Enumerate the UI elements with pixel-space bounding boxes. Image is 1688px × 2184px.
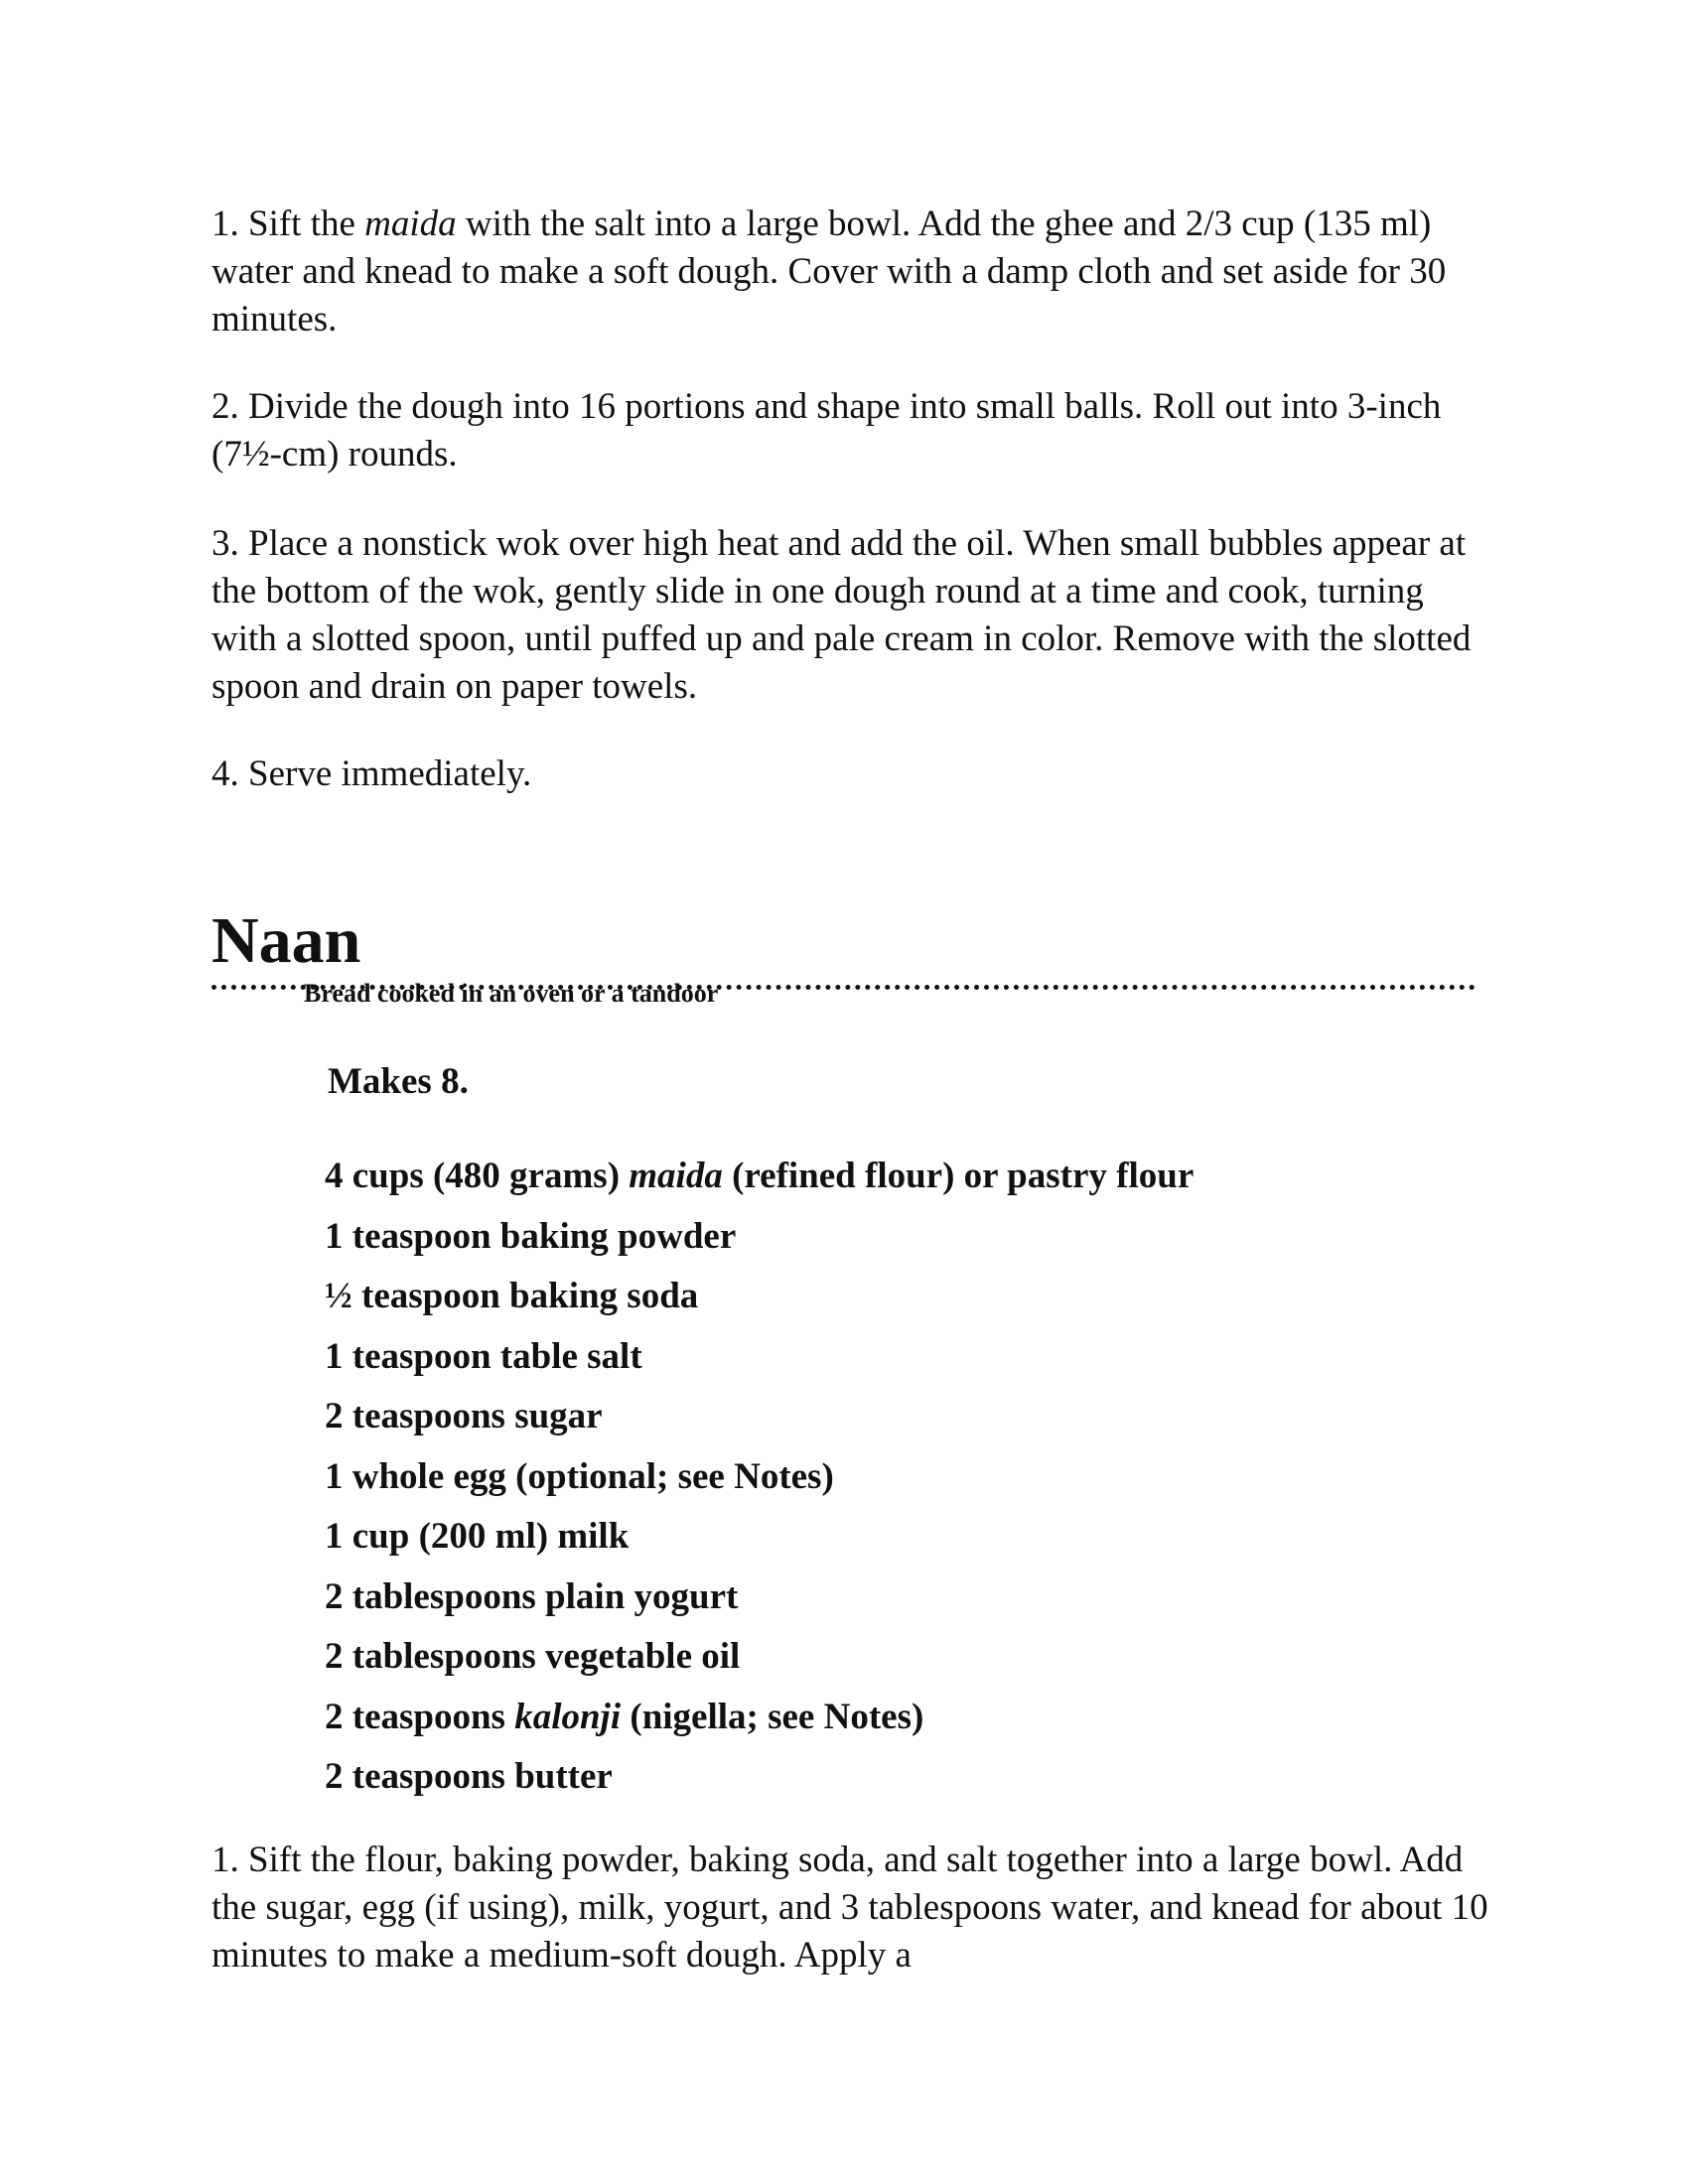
recipe-title: Naan (211, 904, 361, 977)
ingredient-text-part: 2 teaspoons (325, 1696, 515, 1737)
ingredient-italic-term: maida (629, 1156, 723, 1196)
recipe-subtitle: Bread cooked in an oven or a tandoor (304, 979, 719, 1008)
ingredient-item: 2 teaspoons butter (325, 1756, 613, 1797)
ingredient-italic-term: kalonji (514, 1696, 622, 1737)
instruction-step-1 (211, 201, 1492, 343)
ingredient-item: 1 teaspoon table salt (325, 1335, 642, 1377)
ingredient-item: 1 cup (200 ml) milk (325, 1516, 630, 1557)
ingredient-item (325, 1688, 1194, 1748)
ingredient-item: 2 teaspoons sugar (325, 1396, 603, 1436)
step-text-part: 1. Sift the (211, 204, 365, 244)
naan-instruction-step-1: 1. Sift the flour, baking powder, baking soda, and salt together into a large bowl. Add the sugar, egg (if using), milk, yogurt, and 3 tablespoons water, and knead for about 10 minutes to make a medium-soft dough. Apply a (211, 1840, 1488, 1976)
instruction-step-4: 4. Serve immediately. (211, 753, 532, 794)
ingredient-item: 2 tablespoons plain yogurt (325, 1575, 739, 1617)
ingredient-item (325, 1147, 1194, 1207)
ingredient-text-part: (refined flour) or pastry flour (722, 1156, 1195, 1196)
step-text-part: with the salt into a large bowl. Add the ghee and 2/3 cup (135 ml) water and knead to make a soft dough. Cover with a damp cloth and set aside for 30 minutes. (211, 204, 1447, 340)
instruction-step-3: 3. Place a nonstick wok over high heat and add the oil. When small bubbles appear at the bottom of the wok, gently slide in one dough round at a time and cook, turning with a slotted spoon, until puffed up and pale cream in color. Remove with the slotted spoon and drain on paper towels. (211, 523, 1472, 707)
instruction-step-2: 2. Divide the dough into 16 portions and shape into small balls. Roll out into 3-inch (7½-cm) rounds. (211, 386, 1442, 475)
ingredient-item: 2 tablespoons vegetable oil (325, 1636, 741, 1677)
step-italic-term: maida (364, 204, 457, 244)
ingredient-item: 1 whole egg (optional; see Notes) (325, 1455, 834, 1497)
ingredient-item: ½ teaspoon baking soda (325, 1276, 699, 1316)
ingredient-text-part: 4 cups (480 grams) (325, 1156, 630, 1196)
ingredient-item: 1 teaspoon baking powder (325, 1215, 737, 1257)
ingredient-text-part: (nigella; see Notes) (621, 1696, 924, 1737)
recipe-yield: Makes 8. (328, 1061, 469, 1102)
ingredient-list (325, 1147, 1194, 1808)
